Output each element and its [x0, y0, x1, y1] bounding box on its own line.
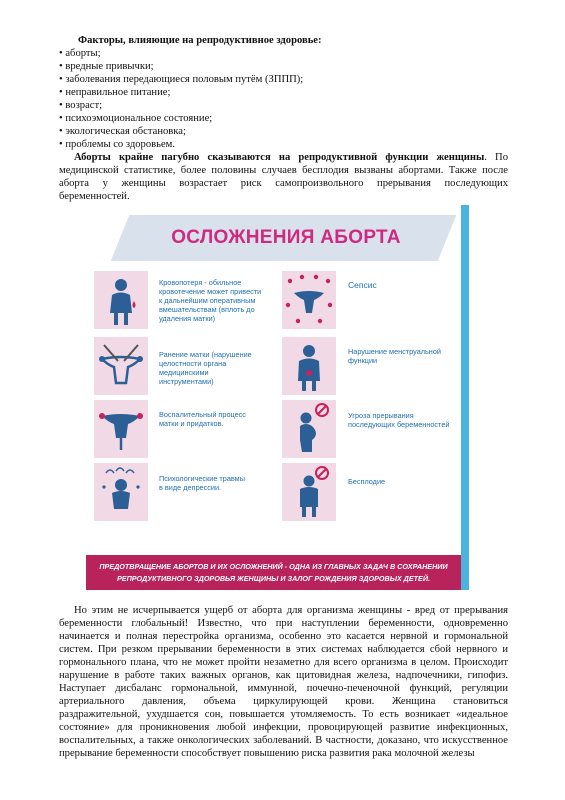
abortion-complications-infographic — [86, 205, 469, 590]
factor-item: • психоэмоциональное состояние; — [59, 113, 213, 124]
paragraph-line: нарушение в работе таких важных органов, как щитовидная железа, надпочечники, гипофиз. — [59, 670, 508, 681]
factor-item: • экологическая обстановка; — [59, 126, 186, 137]
infographic-footer — [86, 555, 461, 590]
paragraph-line: гормонального плана, что не может пройти незаметно для всего организма в целом. Происходит — [59, 657, 508, 668]
paragraph-line: артериального давления, объема циркулирующей крови. Женщина становиться — [59, 696, 508, 707]
complication-caption: Угроза прерывания последующих беременностей — [348, 411, 450, 429]
paragraph-line: состояние» для проникновения любой инфекции, провоцирующей развитие инфекционных, — [59, 722, 508, 733]
menstrual-disorder-icon — [282, 337, 336, 395]
paragraph-line: прерывание беременности способствует повышению риска развития рака молочной железы — [59, 748, 475, 759]
paragraph-line — [59, 151, 508, 164]
miscarriage-threat-icon — [282, 400, 336, 458]
factors-heading: Факторы, влияющие на репродуктивное здоровье: — [78, 35, 322, 46]
complication-caption: Ранение матки (нарушение целостности органа медицинскими инструментами) — [159, 350, 252, 386]
paragraph-line: раздражительной, ухудшается сон, повышается утомляемость. То есть возникает «идеальное — [59, 709, 508, 720]
factor-item: • вредные привычки; — [59, 61, 154, 72]
paragraph-line: беременностей. — [59, 191, 130, 202]
complication-caption: Сепсис — [348, 280, 377, 290]
psychological-trauma-icon — [94, 463, 148, 521]
infographic-edge — [461, 205, 469, 590]
paragraph-line: Но этим не исчерпывается ущерб от аборта для организма женщины - вред от прерывания — [74, 605, 508, 616]
factor-item: • возраст; — [59, 100, 103, 111]
blood-loss-icon — [94, 271, 148, 329]
infographic-title: ОСЛОЖНЕНИЯ АБОРТА — [171, 227, 401, 248]
complication-caption: Психологические травмы в виде депрессии. — [159, 474, 245, 492]
footer-line: ПРЕДОТВРАЩЕНИЕ АБОРТОВ И ИХ ОСЛОЖНЕНИЙ - ОДНА ИЗ ГЛАВНЫХ ЗАДАЧ В СОХРАНЕНИИ — [99, 562, 448, 571]
complication-caption: Бесплодие — [348, 477, 386, 486]
paragraph-line: медицинской статистике, более половины случаев бесплодия вызваны абортами. Также после — [59, 165, 508, 176]
uterus-injury-icon — [94, 337, 148, 395]
footer-line: РЕПРОДУКТИВНОГО ЗДОРОВЬЯ ЖЕНЩИНЫ И ЗАЛОГ РОЖДЕНИЯ ЗДОРОВЫХ ДЕТЕЙ. — [116, 574, 431, 583]
paragraph-text: . По — [484, 152, 508, 163]
complication-caption: Нарушение менструальной функции — [348, 347, 441, 365]
factor-item: • заболевания передающиеся половым путём (ЗППП); — [59, 74, 304, 85]
complication-caption: Воспалительный процесс матки и придатков. — [159, 410, 246, 428]
factor-item: • неправильное питание; — [59, 87, 171, 98]
infertility-icon — [282, 463, 336, 521]
paragraph-bold-lead: Аборты крайне пагубно сказываются на репродуктивной функции женщины — [74, 152, 485, 163]
paragraph-line: беременности глобальный! Известно, что при наступлении беременности, одновременно — [59, 618, 508, 629]
paragraph-line: систем. При резком прерывании беременности в этих системах наблюдается сбой нервного и — [59, 644, 508, 655]
paragraph-line: аборта у женщины возрастает риск самопроизвольного прерывания последующих — [59, 178, 508, 189]
factor-item: • аборты; — [59, 48, 101, 59]
paragraph-line: Наступает дисбаланс гормональной, иммунной, почечно-печеночной функций, регуляции — [59, 683, 508, 694]
paragraph-line: воспалительных, а также онкологических заболеваний. В частности, доказано, что искусственное — [59, 735, 508, 746]
complication-caption: Кровопотеря - обильное кровотечение может привести к дальнейшим оперативным вмешательствам (вплоть до удаления матки) — [159, 278, 262, 323]
paragraph-line: начинается и полная перестройка организма, особенно это касается нервной и гормональной — [59, 631, 508, 642]
inflammation-icon — [94, 400, 148, 458]
sepsis-icon — [282, 271, 336, 329]
factor-item: • проблемы со здоровьем. — [59, 139, 176, 150]
